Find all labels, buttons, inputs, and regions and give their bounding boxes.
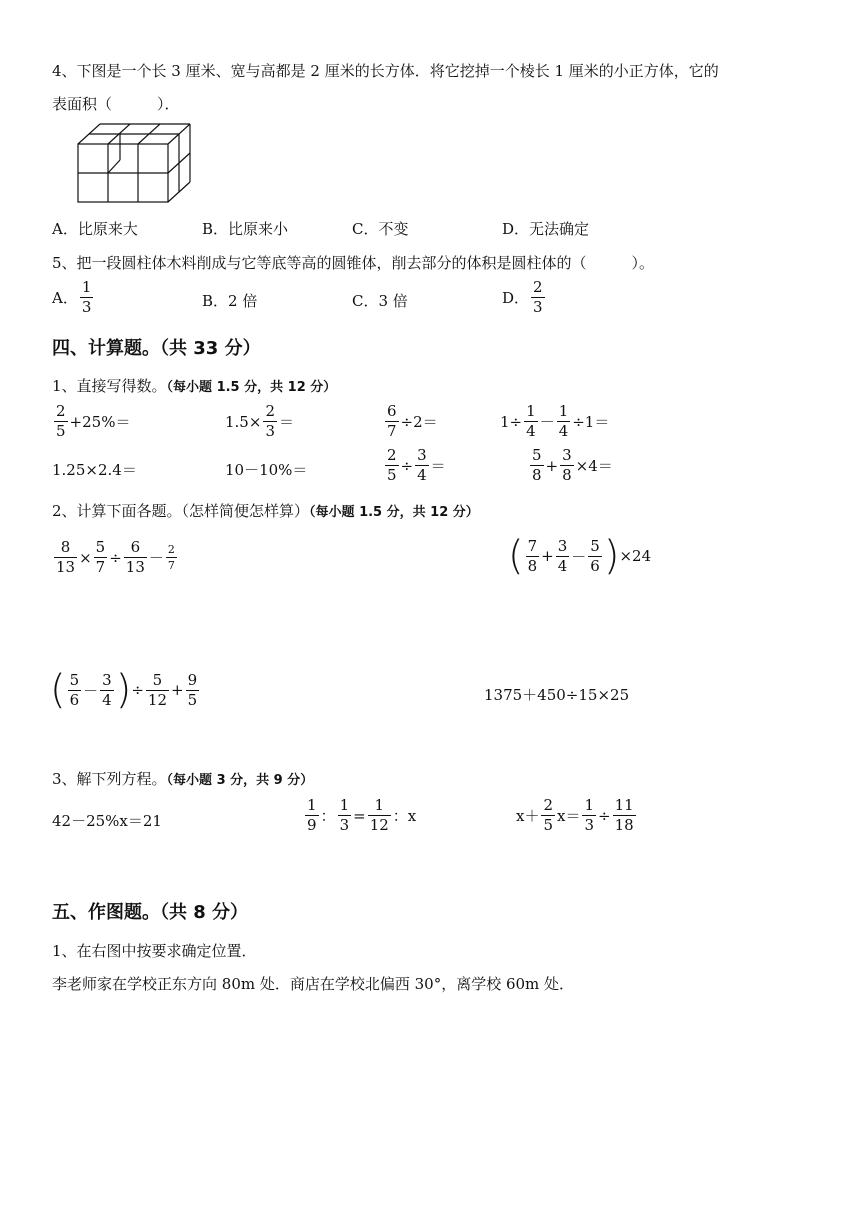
- calc-4: 1375＋450÷15×25: [484, 686, 630, 704]
- q5-option-c: C．3 倍: [352, 292, 408, 310]
- cuboid-figure: [76, 122, 200, 206]
- q5-option-a: A． $\frac{1}{3}$: [52, 278, 92, 316]
- calc-1: $\frac{8}{13}$ × $\frac{5}{7}$ ÷ $\frac{6}{13}$ － $\frac{2}{7}$: [56, 538, 175, 576]
- q4-line2: 表面积（ ）．: [52, 95, 180, 113]
- part2-title: 2、计算下面各题。（怎样简便怎样算）（每小题 1.5 分，共 12 分）: [52, 502, 479, 520]
- section4-title: 四、计算题。（共 33 分）: [52, 338, 261, 359]
- oral-4: 1÷ $\frac{1}{4}$ － $\frac{1}{4}$ ÷1＝: [500, 402, 610, 440]
- calc-3: ( $\frac{5}{6}$ － $\frac{3}{4}$ )÷ $\frac{5}{12}$ + $\frac{9}{5}$: [50, 667, 198, 713]
- section5-q1-detail: 李老师家在学校正东方向 80m 处．商店在学校北偏西 30°，离学校 60m 处．: [52, 975, 575, 993]
- q5-option-d: D． $\frac{2}{3}$: [502, 278, 543, 316]
- oral-6: 10－10%＝: [225, 461, 308, 479]
- oral-3: $\frac{6}{7}$ ÷2＝: [387, 402, 438, 440]
- q5-option-b: B．2 倍: [202, 292, 258, 310]
- part1-title: 1、直接写得数。（每小题 1.5 分，共 12 分）: [52, 377, 337, 395]
- equation-1: 42－25%x＝21: [52, 812, 162, 830]
- q4-option-b: B．比原来小: [202, 220, 289, 238]
- oral-2: 1.5× $\frac{2}{3}$ ＝: [225, 402, 294, 440]
- q4-line1: 4、下图是一个长 3 厘米、宽与高都是 2 厘米的长方体．将它挖掉一个棱长 1 厘米的小正方体，它的: [52, 62, 719, 80]
- q4-option-d: D．无法确定: [502, 220, 590, 238]
- oral-1: $\frac{2}{5}$ +25%＝: [56, 402, 131, 440]
- section5-title: 五、作图题。（共 8 分）: [52, 902, 249, 923]
- q4-option-c: C．不变: [352, 220, 409, 238]
- oral-7: $\frac{2}{5}$ ÷ $\frac{3}{4}$ ＝: [387, 446, 446, 484]
- calc-2: ( $\frac{7}{8}$ + $\frac{3}{4}$ － $\frac{5}{6}$ )×24: [508, 533, 652, 579]
- section5-q1: 1、在右图中按要求确定位置．: [52, 942, 257, 960]
- equation-2: $\frac{1}{9}$ ： $\frac{1}{3}$ = $\frac{1}{12}$ ：x: [307, 796, 417, 834]
- part3-title: 3、解下列方程。（每小题 3 分，共 9 分）: [52, 770, 314, 788]
- equation-3: x＋ $\frac{2}{5}$ x＝ $\frac{1}{3}$ ÷ $\frac{11}{18}$: [516, 796, 634, 834]
- oral-5: 1.25×2.4＝: [52, 461, 137, 479]
- oral-8: $\frac{5}{8}$ + $\frac{3}{8}$ ×4＝: [532, 446, 613, 484]
- q4-option-a: A．比原来大: [52, 220, 138, 238]
- q5-text: 5、把一段圆柱体木料削成与它等底等高的圆锥体，削去部分的体积是圆柱体的（ ）。: [52, 254, 655, 272]
